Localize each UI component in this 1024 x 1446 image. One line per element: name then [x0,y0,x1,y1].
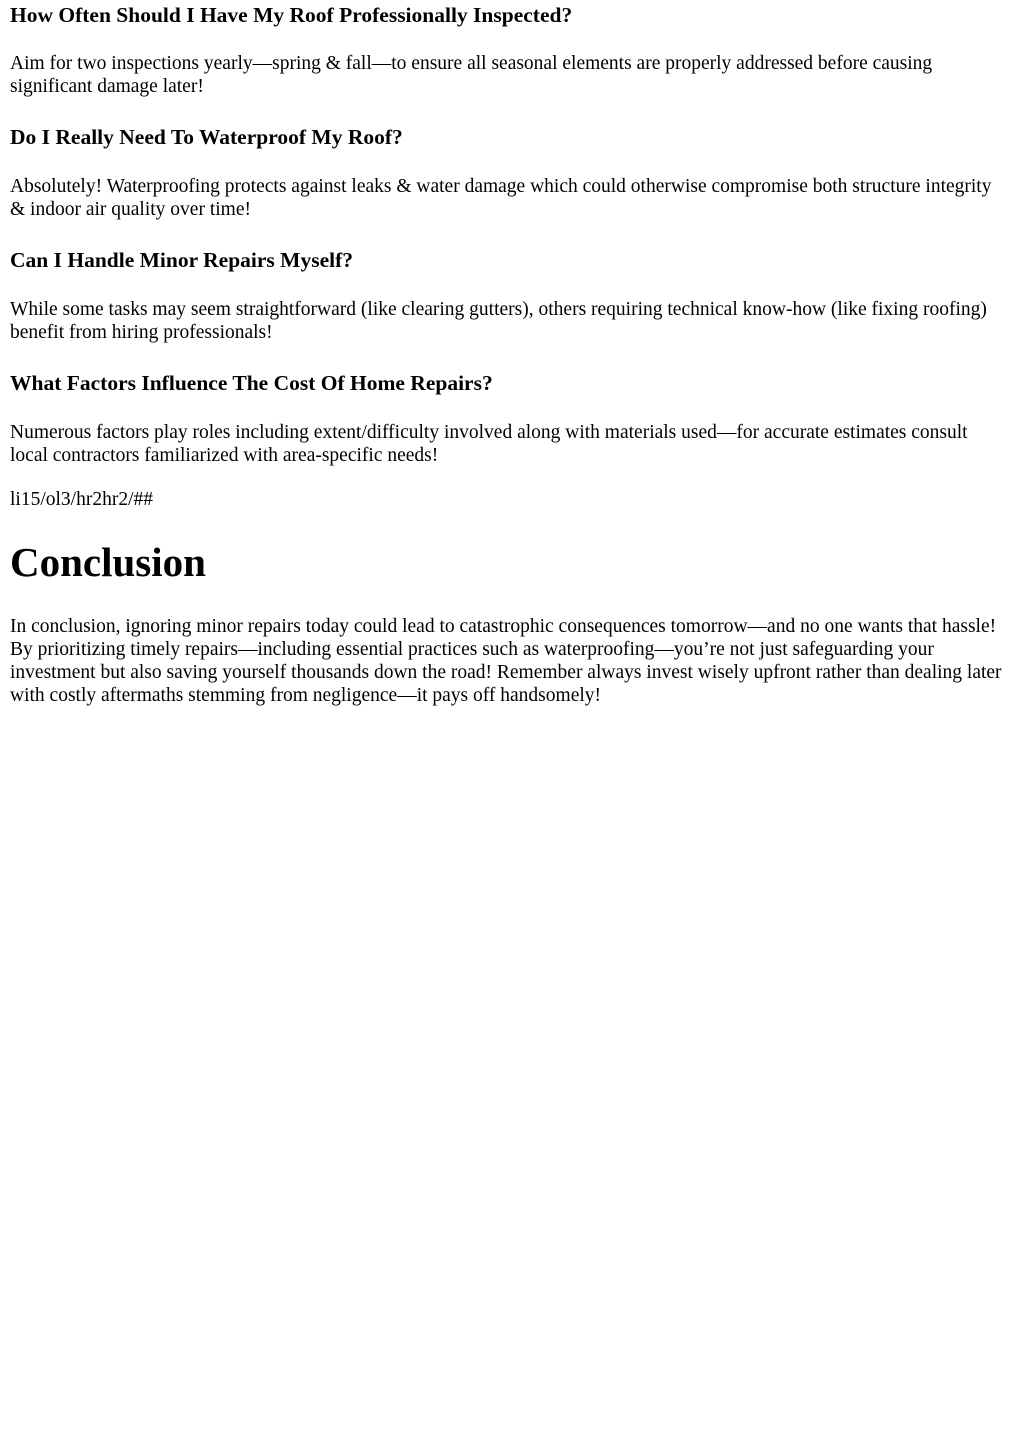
faq-answer: Numerous factors play roles including extent/difficulty involved along with materials used—for accurate estimates consult local contractors familiarized with area-specific needs! [10,422,968,466]
faq-question: Do I Really Need To Waterproof My Roof? [10,125,403,149]
faq-question: How Often Should I Have My Roof Professionally Inspected? [10,3,573,27]
faq-answer: While some tasks may seem straightforward (like clearing gutters), others requiring technical know-how (like fixing roofing) benefit from hiring professionals! [10,299,987,343]
conclusion-paragraph: In conclusion, ignoring minor repairs today could lead to catastrophic consequences tomorrow—and no one wants that hassle! By prioritizing timely repairs—including essential practices such as waterproofing—you’re not just safeguarding your investment but also saving yourself thousands down the road! Remember always invest wisely upfront rather than dealing later with costly aftermaths stemming from negligence—it pays off handsomely! [10,616,1002,706]
faq-question: Can I Handle Minor Repairs Myself? [10,248,354,272]
conclusion-heading: Conclusion [10,539,206,585]
faq-answer: Absolutely! Waterproofing protects against leaks & water damage which could otherwise compromise both structure integrity & indoor air quality over time! [10,176,992,220]
stray-markup-text: li15/ol3/hr2hr2/## [10,489,153,510]
faq-answer: Aim for two inspections yearly—spring & fall—to ensure all seasonal elements are properly addressed before causing significant damage later! [10,53,933,97]
faq-question: What Factors Influence The Cost Of Home Repairs? [10,371,493,395]
